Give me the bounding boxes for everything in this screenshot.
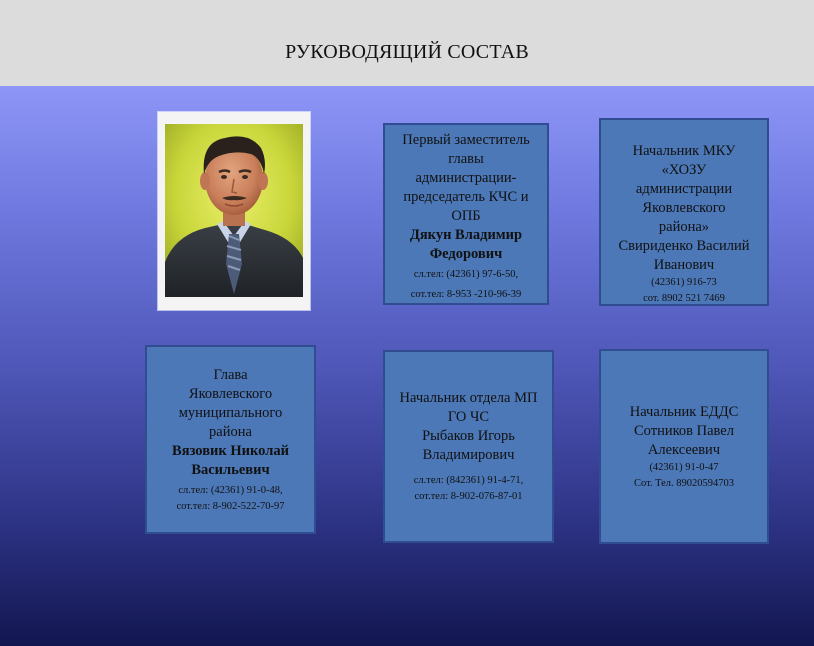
card-role-line: Начальник МКУ (632, 143, 736, 159)
card-person-name: Алексеевич (647, 441, 721, 458)
card-role-line: ГО ЧС (447, 409, 490, 425)
page-title: РУКОВОДЯЩИЙ СОСТАВ (285, 41, 529, 63)
card-role-line: Первый заместитель (402, 132, 530, 148)
card-person-name: Свириденко Василий (618, 238, 750, 254)
header-bar (0, 0, 814, 86)
card-role-line: Начальник ЕДДС (629, 403, 739, 420)
card-person-name: Вязовик Николай (172, 442, 289, 459)
card-phone: сот.тел: 8-953 -210-96-39 (410, 289, 522, 300)
card-role-line: администрации- (415, 170, 517, 186)
card-role-line: главы (448, 151, 484, 167)
card-phone: сл.тел: (842361) 91-4-71, (413, 475, 524, 486)
card-role-line: района» (658, 219, 710, 235)
card-phone: сл.тел: (42361) 91-0-48, (178, 484, 283, 496)
portrait-image (165, 124, 303, 297)
card-phone: сот. 8902 521 7469 (643, 293, 725, 304)
card-role-line: Начальник отдела МП (399, 390, 538, 406)
card-role-line: Яковлевского (188, 385, 273, 402)
card-role-line: администрации (635, 181, 733, 197)
card-person-name: Иванович (653, 257, 715, 273)
card-phone: Сот. Тел. 89020594703 (633, 477, 735, 489)
card-phone: сот.тел: 8-902-522-70-97 (176, 500, 285, 512)
card-phone: сот.тел: 8-902-076-87-01 (414, 491, 523, 502)
card-person-name: Владимирович (422, 447, 515, 463)
card-role-line: муниципального (178, 404, 283, 421)
card-role-line: района (209, 423, 252, 440)
card-role-line: Глава (213, 366, 248, 383)
card-phone: (42361) 91-0-47 (649, 461, 719, 473)
card-mp-go-chs-head (383, 350, 554, 543)
card-phone: (42361) 916-73 (651, 277, 717, 288)
card-role-line: ОПБ (451, 208, 481, 224)
card-edds-head (599, 349, 769, 544)
card-role-line: председатель КЧС и (403, 189, 529, 205)
card-mku-head (599, 118, 769, 306)
card-role-line: «ХОЗУ (661, 162, 707, 178)
card-person-name: Сотников Павел (634, 422, 734, 439)
portrait-photo (158, 112, 310, 310)
card-first-deputy (383, 123, 549, 305)
card-person-name: Рыбаков Игорь (422, 428, 515, 444)
card-district-head (145, 345, 316, 534)
card-role-line: Яковлевского (642, 200, 726, 216)
card-person-name: Дякун Владимир (409, 227, 523, 243)
card-person-name: Федорович (429, 246, 503, 262)
card-phone: сл.тел: (42361) 97-6-50, (413, 269, 519, 280)
card-person-name: Васильевич (191, 461, 270, 478)
